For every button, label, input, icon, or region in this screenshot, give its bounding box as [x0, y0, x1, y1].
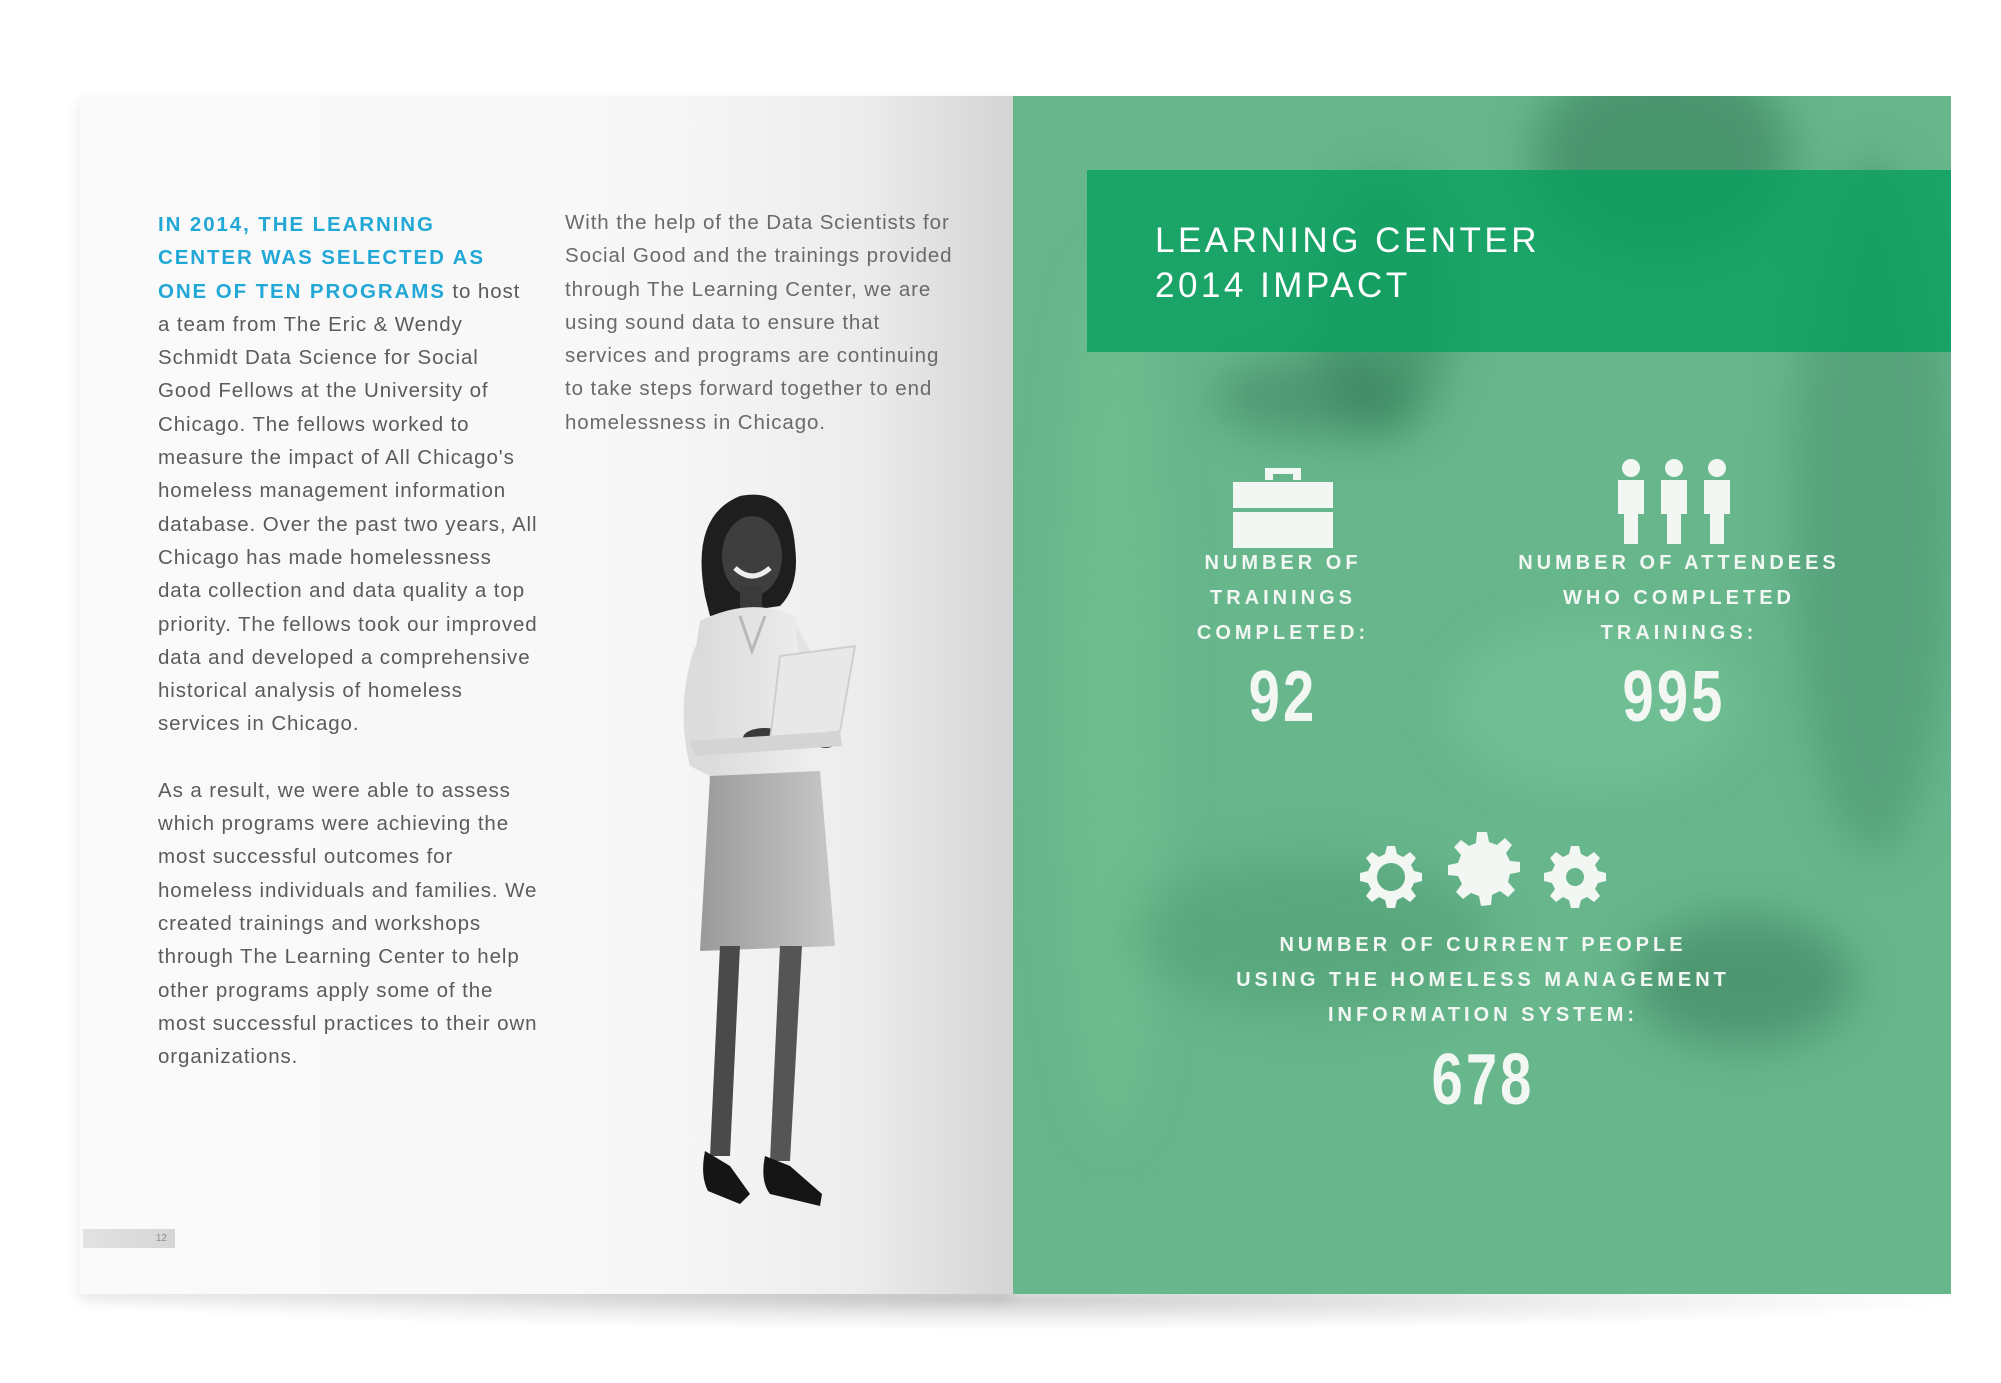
hmis-users-label: NUMBER OF CURRENT PEOPLE USING THE HOMELESS MANAGEMENT INFORMATION SYSTEM: [1236, 934, 1730, 1026]
result-paragraph: As a result, we were able to assess which programs were achieving the most successful outcomes for homeless individuals and families. We created trainings and workshops through The Learning Center to help other programs apply some of the most successful practices to their own organizations. [158, 778, 538, 1069]
intro-body: to host a team from The Eric & Wendy Schmidt Data Science for Social Good Fellows at the University of Chicago. The fellows worked to measure the impact of All Chicago's homeless management information database. Over the past two years, All Chicago has made homelessness data collection and data quality a top priority. The fellows took our improved data and developed a comprehensive historical analysis of homeless services in Chicago. [158, 279, 538, 736]
trainings-label: NUMBER OF TRAININGS COMPLETED: [1196, 552, 1370, 644]
briefcase-icon [1233, 468, 1333, 548]
page-number: 12 [83, 1229, 175, 1248]
attendees-value: 995 [1622, 657, 1726, 737]
title-line-1: LEARNING CENTER [1155, 221, 1541, 260]
gears-icon [1353, 832, 1613, 924]
woman-with-laptop-photo [590, 476, 1010, 1296]
intro-paragraph [158, 208, 538, 741]
title-band [1087, 170, 1951, 352]
hmis-users-value: 678 [1431, 1040, 1535, 1120]
right-column-text [565, 206, 955, 439]
left-column-text [158, 208, 538, 1106]
help-paragraph: With the help of the Data Scientists for Social Good and the trainings provided through The Learning Center, we are using sound data to ensure that services and programs are continuing to take steps forward together to end homelessness in Chicago. [565, 211, 953, 434]
people-icon [1615, 458, 1733, 546]
page-title [1155, 218, 1540, 308]
title-line-2: 2014 IMPACT [1155, 266, 1411, 305]
right-page [1013, 96, 1951, 1294]
left-page [80, 96, 1013, 1294]
intro-lead-highlight: IN 2014, THE LEARNING CENTER WAS SELECTED AS ONE OF TEN PROGRAMS [158, 213, 485, 303]
trainings-value: 92 [1248, 657, 1318, 737]
attendees-label: NUMBER OF ATTENDEES WHO COMPLETED TRAININGS: [1518, 552, 1840, 644]
